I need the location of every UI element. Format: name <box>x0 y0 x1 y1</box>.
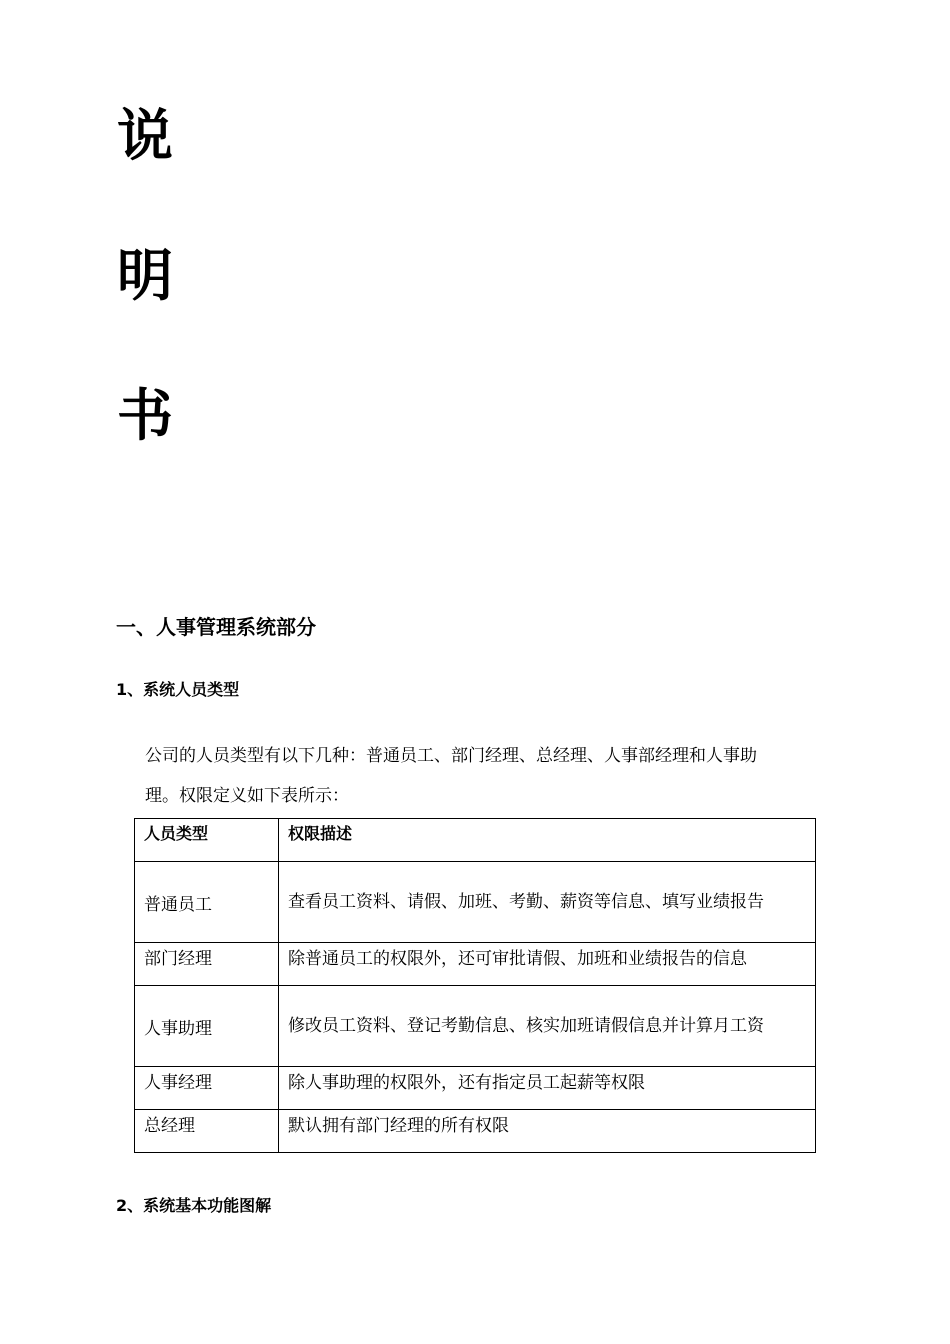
section-heading: 一、人事管理系统部分 <box>116 615 316 639</box>
header-permission-desc: 权限描述 <box>279 819 816 862</box>
permissions-table <box>134 818 816 1153</box>
cell-type: 部门经理 <box>135 943 279 986</box>
subsection-heading-function-diagram: 2、系统基本功能图解 <box>116 1196 272 1215</box>
table-row <box>135 986 816 1067</box>
cell-type: 普通员工 <box>135 862 279 943</box>
intro-paragraph <box>145 736 840 816</box>
cell-desc: 除普通员工的权限外，还可审批请假、加班和业绩报告的信息 <box>279 943 816 986</box>
title-char-1: 说 <box>117 103 173 169</box>
table-row <box>135 943 816 986</box>
cell-desc: 查看员工资料、请假、加班、考勤、薪资等信息、填写业绩报告 <box>279 862 816 943</box>
intro-line-2: 理。权限定义如下表所示： <box>145 786 349 806</box>
cell-type: 人事助理 <box>135 986 279 1067</box>
title-char-2: 明 <box>117 243 173 309</box>
cell-desc: 除人事助理的权限外，还有指定员工起薪等权限 <box>279 1067 816 1110</box>
table-row <box>135 1110 816 1153</box>
subsection-heading-personnel-types: 1、系统人员类型 <box>116 680 240 699</box>
cell-desc: 修改员工资料、登记考勤信息、核实加班请假信息并计算月工资 <box>279 986 816 1067</box>
cell-desc: 默认拥有部门经理的所有权限 <box>279 1110 816 1153</box>
title-char-3: 书 <box>117 383 173 449</box>
table-row <box>135 862 816 943</box>
cell-type: 总经理 <box>135 1110 279 1153</box>
header-personnel-type: 人员类型 <box>135 819 279 862</box>
table-row <box>135 1067 816 1110</box>
intro-line-1: 公司的人员类型有以下几种：普通员工、部门经理、总经理、人事部经理和人事助 <box>145 746 757 766</box>
cell-type: 人事经理 <box>135 1067 279 1110</box>
table-header-row <box>135 819 816 862</box>
